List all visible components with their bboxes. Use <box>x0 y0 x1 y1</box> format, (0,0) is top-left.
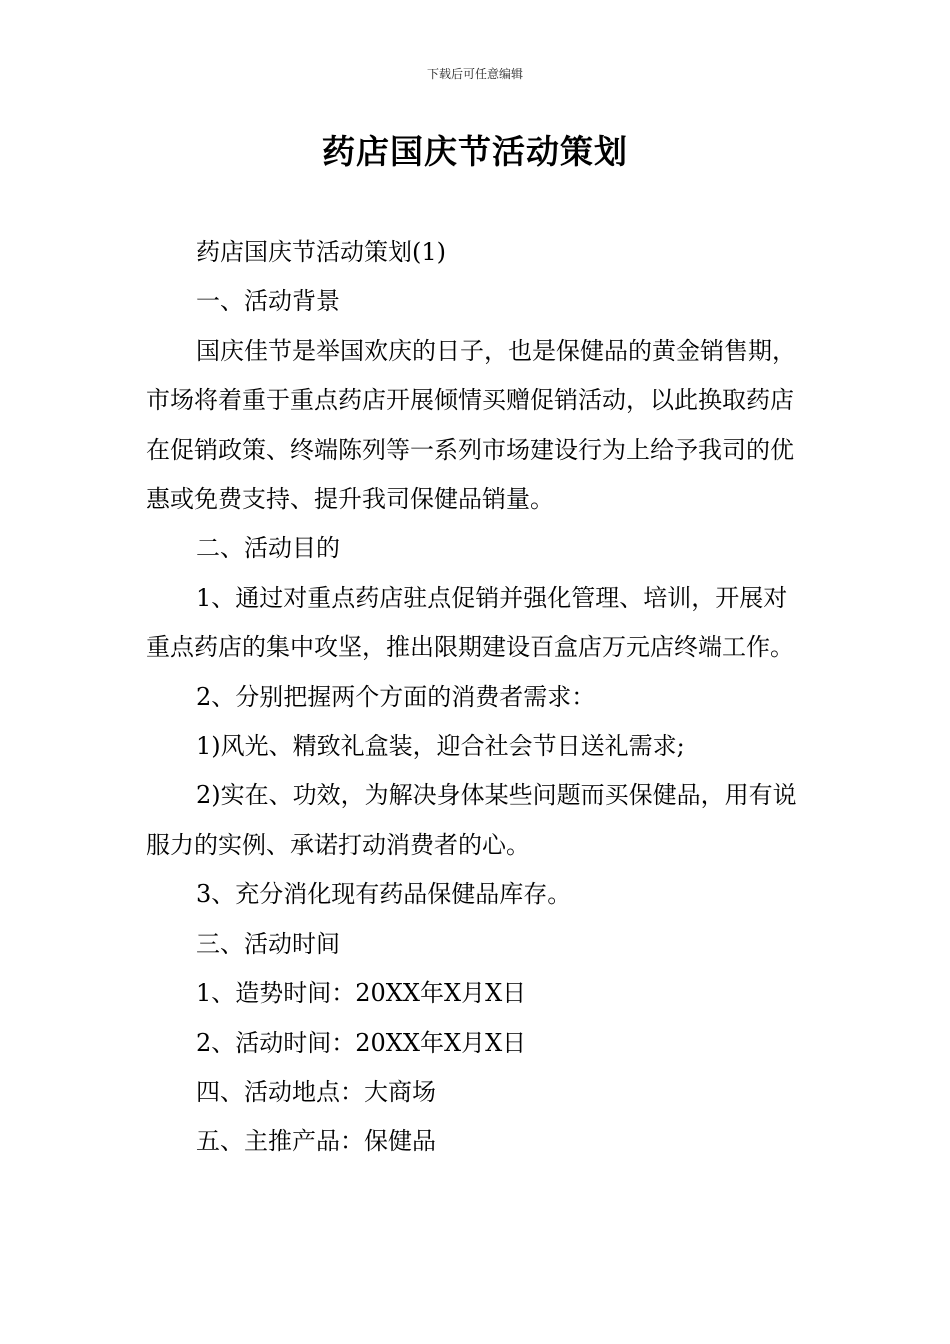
paragraph-background: 国庆佳节是举国欢庆的日子，也是保健品的黄金销售期，市场将着重于重点药店开展倾情买赠促销活动，以此换取药店在促销政策、终端陈列等一系列市场建设行为上给予我司的优惠或免费支持、提升我司保健品销量。 <box>146 336 796 514</box>
section-heading-time: 三、活动时间 <box>196 929 340 958</box>
subtitle-paragraph: 药店国庆节活动策划(1) <box>196 238 446 266</box>
document-body <box>146 228 808 1167</box>
paragraph-purpose-2-2: 2)实在、功效，为解决身体某些问题而买保健品，用有说服力的实例、承诺打动消费者的心。 <box>146 781 797 859</box>
section-heading-purpose: 二、活动目的 <box>196 534 340 563</box>
header-note: 下载后可任意编辑 <box>426 67 523 81</box>
paragraph-time-2: 2、活动时间：20XX年X月X日 <box>196 1028 527 1057</box>
document-title: 药店国庆节活动策划 <box>322 132 628 171</box>
section-heading-products: 五、主推产品：保健品 <box>196 1127 436 1156</box>
section-heading-location: 四、活动地点：大商场 <box>196 1077 436 1106</box>
paragraph-purpose-2-1: 1)风光、精致礼盒装，迎合社会节日送礼需求; <box>196 732 685 761</box>
section-heading-background: 一、活动背景 <box>196 287 340 316</box>
paragraph-purpose-2: 2、分别把握两个方面的消费者需求： <box>196 682 596 711</box>
paragraph-purpose-1: 1、通过对重点药店驻点促销并强化管理、培训，开展对重点药店的集中攻坚，推出限期建设百盒店万元店终端工作。 <box>146 583 794 662</box>
paragraph-purpose-3: 3、充分消化现有药品保健品库存。 <box>196 880 572 909</box>
paragraph-time-1: 1、造势时间：20XX年X月X日 <box>196 979 527 1008</box>
